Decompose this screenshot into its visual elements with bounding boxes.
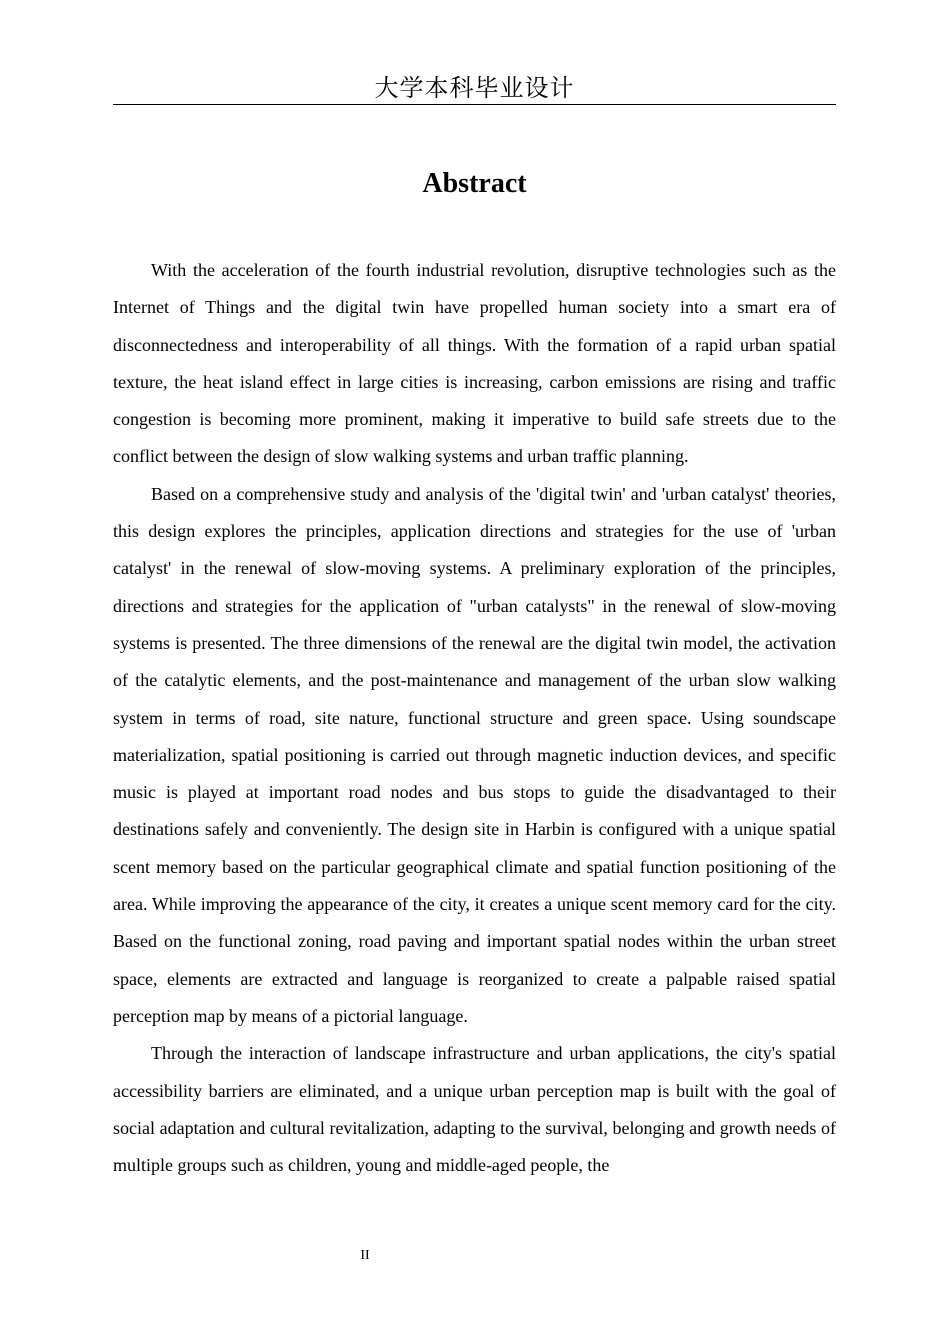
header-title: 大学本科毕业设计 xyxy=(374,74,575,102)
page-number: II xyxy=(360,1248,370,1263)
abstract-heading: Abstract xyxy=(422,168,527,199)
abstract-paragraph-2: Based on a comprehensive study and analysis of the 'digital twin' and 'urban catalyst' theories, this design explores the principles, application directions and strategies for the use of 'urban catalyst' in the renewal of slow-moving systems. A preliminary exploration of the principles, directions and strategies for the application of "urban catalysts" in the renewal of slow-moving systems is presented. The three dimensions of the renewal are the digital twin model, the activation of the catalytic elements, and the post-maintenance and management of the urban slow walking system in terms of road, site nature, functional structure and green space. Using soundscape materialization, spatial positioning is carried out through magnetic induction devices, and specific music is played at important road nodes and bus stops to guide the disadvantaged to their destinations safely and conveniently. The design site in Harbin is configured with a unique spatial scent memory based on the particular geographical climate and spatial function positioning of the area. While improving the appearance of the city, it creates a unique scent memory card for the city. Based on the functional zoning, road paving and important spatial nodes within the urban street space, elements are extracted and language is reorganized to create a palpable raised spatial perception map by means of a pictorial language. xyxy=(113,483,836,1026)
abstract-paragraph-3: Through the interaction of landscape infrastructure and urban applications, the city's spatial accessibility barriers are eliminated, and a unique urban perception map is built with the goal of social adaptation and cultural revitalization, adapting to the survival, belonging and growth needs of multiple groups such as children, young and middle-aged people, the xyxy=(113,1043,836,1176)
abstract-body xyxy=(113,252,836,1184)
abstract-paragraph-1: With the acceleration of the fourth industrial revolution, disruptive technologies such as the Internet of Things and the digital twin have propelled human society into a smart era of disconnectedness and interoperability of all things. With the formation of a rapid urban spatial texture, the heat island effect in large cities is increasing, carbon emissions are rising and traffic congestion is becoming more prominent, making it imperative to build safe streets due to the conflict between the design of slow walking systems and urban traffic planning. xyxy=(113,260,836,467)
page-header xyxy=(113,72,836,105)
